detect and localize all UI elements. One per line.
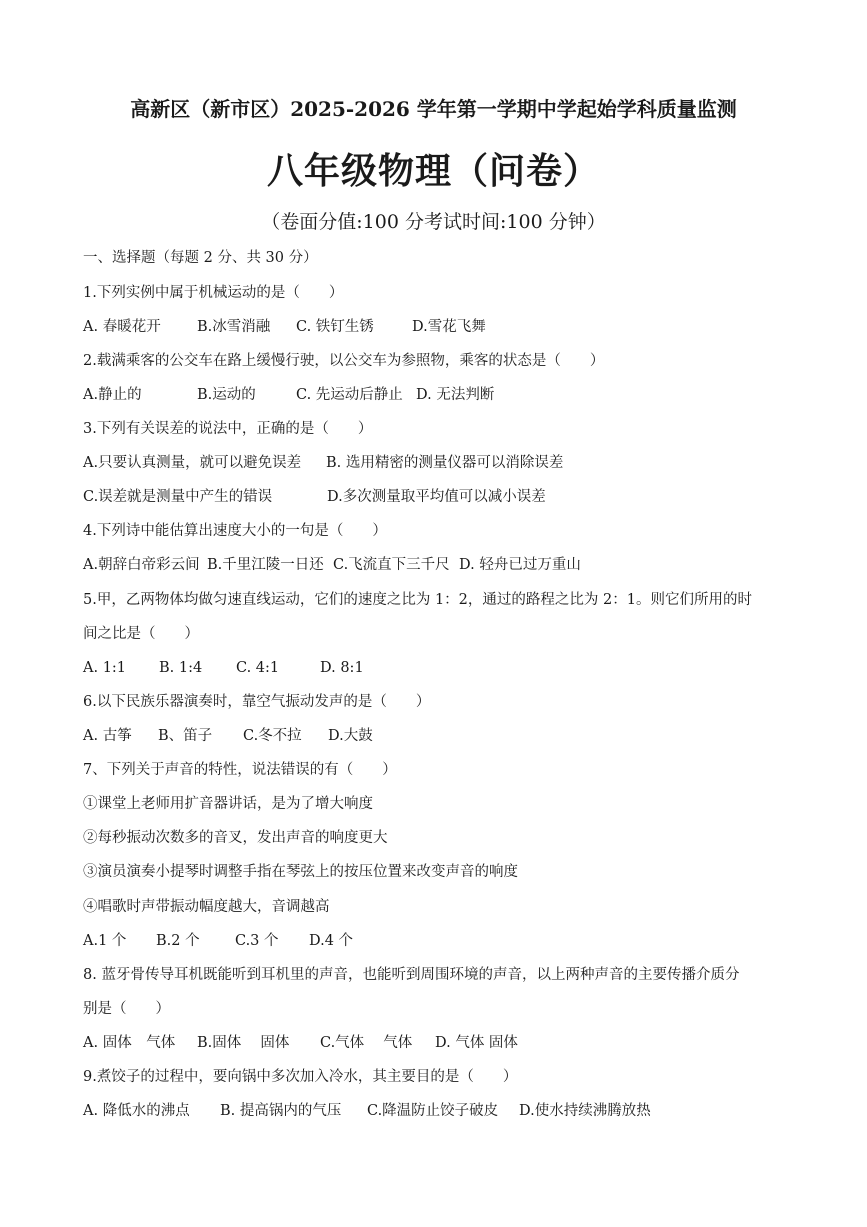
option-d: D.雪花飞舞: [412, 319, 486, 335]
option-a: A. 古筝: [83, 728, 132, 744]
option-d: D.多次测量取平均值可以减小误差: [327, 489, 546, 505]
question-6-stem: 6.以下民族乐器演奏时，靠空气振动发声的是（ ）: [83, 694, 431, 710]
option-c: C.误差就是测量中产生的错误: [83, 489, 273, 505]
question-7-stem: 7、下列关于声音的特性，说法错误的有（ ）: [83, 762, 397, 778]
option-d: D.大鼓: [328, 728, 373, 744]
option-b: B.冰雪消融: [197, 319, 271, 335]
option-a: A.朝辞白帝彩云间: [83, 557, 200, 573]
option-c: C.3 个: [235, 933, 279, 949]
section-title: 一、选择题（每题 2 分、共 30 分）: [83, 250, 318, 266]
option-b: B. 选用精密的测量仪器可以消除误差: [326, 455, 564, 471]
option-a: A.1 个: [83, 933, 127, 949]
option-b: B. 1:4: [159, 660, 203, 676]
option-d: D.使水持续沸腾放热: [519, 1103, 651, 1119]
option-c: C.气体 气体: [320, 1035, 413, 1051]
statement-1: ①课堂上老师用扩音器讲话，是为了增大响度: [83, 796, 373, 812]
option-d: D. 气体 固体: [435, 1035, 518, 1051]
question-2-stem: 2.载满乘客的公交车在路上缓慢行驶，以公交车为参照物，乘客的状态是（ ）: [83, 353, 605, 369]
question-8-stem-line1: 8. 蓝牙骨传导耳机既能听到耳机里的声音，也能听到周围环境的声音，以上两种声音的主要传播介质分: [83, 967, 740, 983]
question-1-stem: 1.下列实例中属于机械运动的是（ ）: [83, 285, 344, 301]
option-a: A. 降低水的沸点: [83, 1103, 190, 1119]
option-b: B、笛子: [158, 728, 213, 744]
option-b: B.固体 固体: [197, 1035, 290, 1051]
exam-title: 高新区（新市区）2025-2026 学年第一学期中学起始学科质量监测: [130, 97, 737, 121]
option-c: C. 先运动后静止: [296, 387, 403, 403]
option-a: A. 春暖花开: [83, 319, 161, 335]
option-b: B.2 个: [156, 933, 200, 949]
question-4-stem: 4.下列诗中能估算出速度大小的一句是（ ）: [83, 523, 387, 539]
option-a: A.静止的: [83, 387, 142, 403]
question-9-stem: 9.煮饺子的过程中，要向锅中多次加入冷水，其主要目的是（ ）: [83, 1069, 518, 1085]
statement-4: ④唱歌时声带振动幅度越大，音调越高: [83, 899, 330, 915]
option-c: C.降温防止饺子破皮: [367, 1103, 499, 1119]
option-c: C. 4:1: [236, 660, 280, 676]
option-c: C.飞流直下三千尺: [333, 557, 450, 573]
question-3-stem: 3.下列有关误差的说法中，正确的是（ ）: [83, 421, 373, 437]
option-b: B.运动的: [197, 387, 256, 403]
option-c: C. 铁钉生锈: [296, 319, 374, 335]
question-5-stem-line1: 5.甲，乙两物体均做匀速直线运动，它们的速度之比为 1：2，通过的路程之比为 2：1。则它们所用的时: [83, 592, 752, 608]
option-a: A. 1:1: [83, 660, 127, 676]
subject-title: 八年级物理（问卷）: [266, 150, 600, 192]
option-d: D. 无法判断: [416, 387, 495, 403]
exam-meta: （卷面分值:100 分考试时间:100 分钟）: [261, 211, 606, 233]
option-a: A.只要认真测量，就可以避免误差: [83, 455, 302, 471]
option-d: D. 8:1: [320, 660, 364, 676]
question-8-stem-line2: 别是（ ）: [83, 1001, 170, 1017]
option-b: B.千里江陵一日还: [207, 557, 324, 573]
statement-2: ②每秒振动次数多的音叉，发出声音的响度更大: [83, 830, 388, 846]
option-d: D. 轻舟已过万重山: [459, 557, 581, 573]
statement-3: ③演员演奏小提琴时调整手指在琴弦上的按压位置来改变声音的响度: [83, 864, 518, 880]
option-d: D.4 个: [309, 933, 354, 949]
option-a: A. 固体 气体: [83, 1035, 176, 1051]
question-5-stem-line2: 间之比是（ ）: [83, 626, 199, 642]
option-c: C.冬不拉: [243, 728, 302, 744]
option-b: B. 提高锅内的气压: [220, 1103, 342, 1119]
